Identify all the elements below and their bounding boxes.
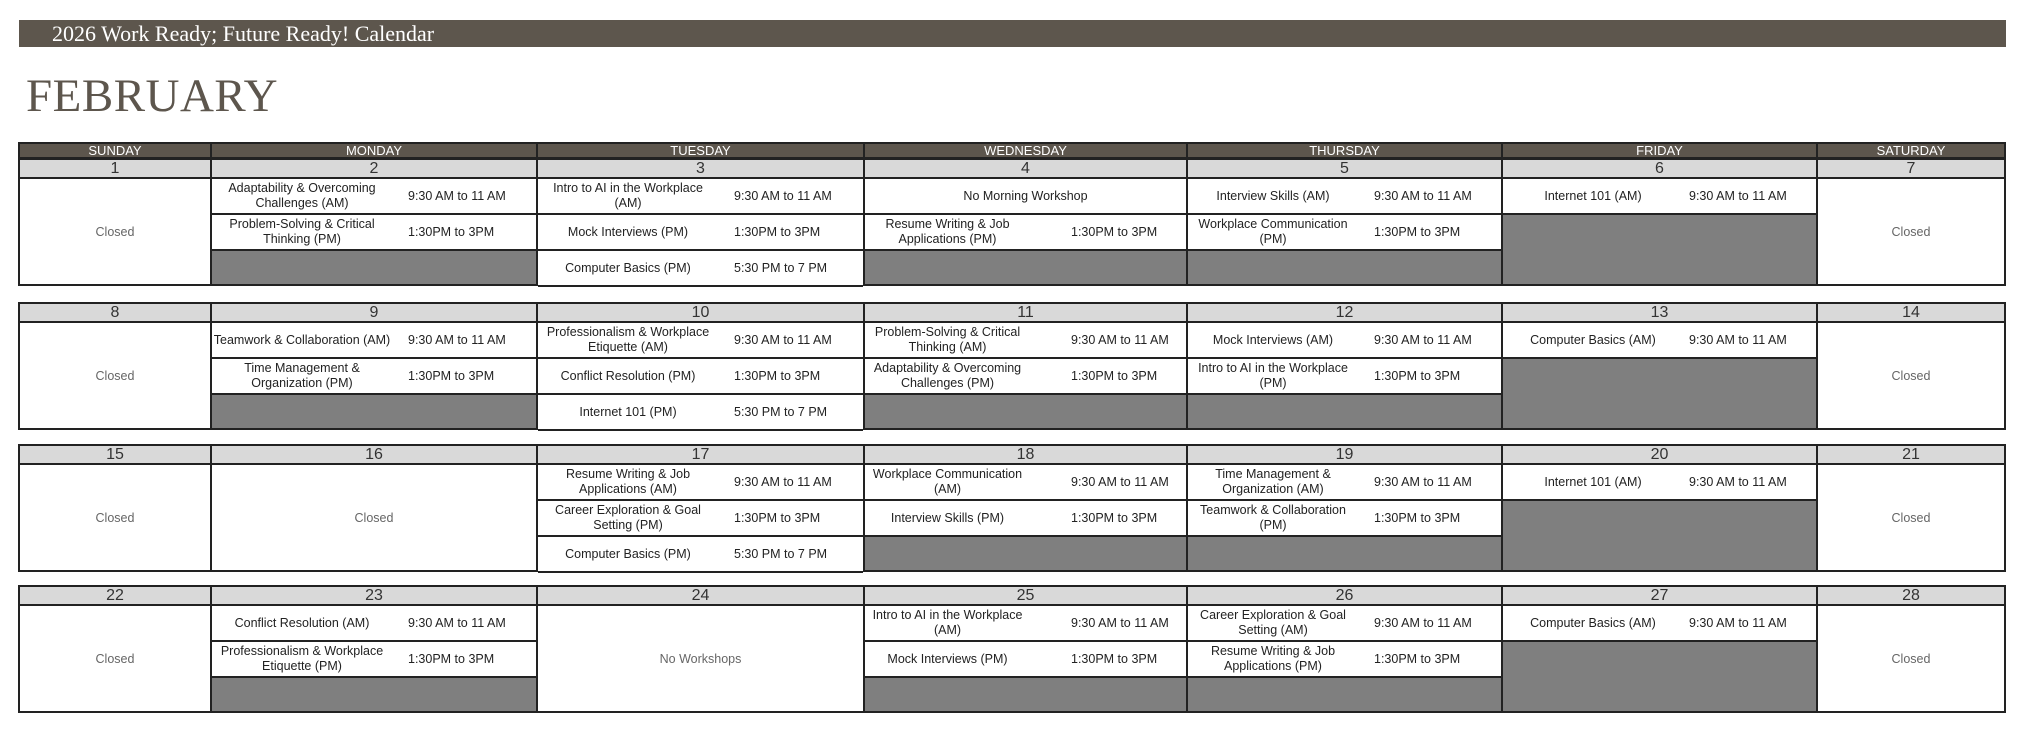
empty-slot-shading [212, 678, 536, 711]
workshop-time: 1:30PM to 3PM [1374, 225, 1461, 239]
workshop-time: 9:30 AM to 11 AM [1689, 189, 1787, 203]
empty-slot-shading [865, 678, 1186, 711]
day-cell-2 [212, 160, 538, 284]
workshop-slot [212, 323, 536, 359]
day-body [1818, 465, 2004, 570]
no-morning-workshop-note: No Morning Workshop [865, 179, 1186, 215]
workshop-slot [212, 179, 536, 215]
day-body [1503, 465, 1816, 570]
day-number: 3 [538, 160, 863, 179]
day-cell-5 [1188, 160, 1503, 284]
day-number: 27 [1503, 587, 1816, 606]
day-number: 9 [212, 304, 536, 323]
empty-slot-shading [1188, 537, 1501, 570]
day-number: 5 [1188, 160, 1501, 179]
workshop-time: 9:30 AM to 11 AM [408, 333, 506, 347]
workshop-name: Career Exploration & Goal Setting (AM) [1200, 608, 1346, 637]
day-cell-12 [1188, 304, 1503, 428]
workshop-slot [1188, 215, 1501, 251]
day-number: 23 [212, 587, 536, 606]
workshop-time: 9:30 AM to 11 AM [408, 189, 506, 203]
empty-slot-shading [1503, 642, 1816, 711]
day-cell-4 [865, 160, 1188, 284]
week-row [18, 585, 2006, 713]
empty-slot-shading [1503, 359, 1816, 428]
workshop-slot [1503, 606, 1816, 642]
workshop-slot [1188, 501, 1501, 537]
weekday-header-thursday: THURSDAY [1188, 144, 1503, 157]
workshop-time: 9:30 AM to 11 AM [734, 189, 832, 203]
week-row [18, 158, 2006, 286]
workshop-name: Internet 101 (PM) [579, 404, 677, 419]
workshop-slot [538, 395, 863, 431]
day-number: 20 [1503, 446, 1816, 465]
workshop-slot [1188, 606, 1501, 642]
day-body [212, 323, 536, 428]
workshop-time: 1:30PM to 3PM [408, 369, 495, 383]
day-number: 4 [865, 160, 1186, 179]
day-number: 14 [1818, 304, 2004, 323]
day-number: 17 [538, 446, 863, 465]
workshop-slot [865, 359, 1186, 395]
workshop-name: Intro to AI in the Workplace (PM) [1198, 361, 1348, 390]
workshop-time: 1:30PM to 3PM [1374, 369, 1461, 383]
workshop-time: 9:30 AM to 11 AM [1374, 475, 1472, 489]
day-cell-14 [1818, 304, 2004, 428]
workshop-name: Mock Interviews (PM) [567, 224, 689, 239]
workshop-name: Workplace Communication (PM) [1198, 217, 1348, 246]
day-body [1818, 606, 2004, 711]
workshop-slot [865, 606, 1186, 642]
empty-slot-shading [1188, 678, 1501, 711]
day-body [865, 606, 1186, 711]
workshop-time: 9:30 AM to 11 AM [1689, 333, 1787, 347]
day-number: 7 [1818, 160, 2004, 179]
workshop-time: 1:30PM to 3PM [1071, 511, 1158, 525]
day-number: 18 [865, 446, 1186, 465]
workshop-slot [865, 501, 1186, 537]
workshop-slot [1503, 179, 1816, 215]
day-body [1503, 179, 1816, 284]
workshop-name: Conflict Resolution (PM) [560, 368, 696, 383]
workshop-name: Problem-Solving & Critical Thinking (PM) [229, 217, 375, 246]
day-body [1818, 179, 2004, 284]
empty-slot-shading [212, 251, 536, 284]
workshop-name: Computer Basics (AM) [1530, 615, 1656, 630]
closed-label: Closed [95, 368, 135, 383]
day-body [865, 465, 1186, 570]
workshop-time: 1:30PM to 3PM [1374, 511, 1461, 525]
day-body [1188, 465, 1501, 570]
workshop-time: 1:30PM to 3PM [734, 225, 821, 239]
workshop-slot [1188, 179, 1501, 215]
day-cell-20 [1503, 446, 1818, 570]
workshop-name: Intro to AI in the Workplace (AM) [872, 608, 1023, 637]
weekday-header-wednesday: WEDNESDAY [865, 144, 1188, 157]
workshop-name: Resume Writing & Job Applications (AM) [565, 467, 691, 496]
day-body [20, 465, 210, 570]
closed-label: Closed [1891, 224, 1931, 239]
workshop-time: 9:30 AM to 11 AM [1689, 475, 1787, 489]
closed-label: Closed [354, 510, 394, 525]
workshop-time: 9:30 AM to 11 AM [1374, 616, 1472, 630]
day-cell-7 [1818, 160, 2004, 284]
closed-label: Closed [95, 510, 135, 525]
day-number: 16 [212, 446, 536, 465]
weekday-header-sunday: SUNDAY [20, 144, 212, 157]
day-cell-3 [538, 160, 865, 284]
workshop-name: Teamwork & Collaboration (AM) [213, 332, 391, 347]
day-cell-10 [538, 304, 865, 428]
workshop-name: Adaptability & Overcoming Challenges (AM) [228, 181, 376, 210]
workshop-time: 9:30 AM to 11 AM [1374, 189, 1472, 203]
workshop-slot [538, 359, 863, 395]
day-cell-1 [20, 160, 212, 284]
workshop-slot [538, 537, 863, 573]
empty-slot-shading [1503, 501, 1816, 570]
day-cell-25 [865, 587, 1188, 711]
workshop-name: Internet 101 (AM) [1544, 188, 1642, 203]
day-number: 12 [1188, 304, 1501, 323]
workshop-slot [1503, 323, 1816, 359]
empty-slot-shading [1188, 251, 1501, 284]
workshop-name: Computer Basics (PM) [565, 260, 691, 275]
closed-label: Closed [95, 224, 135, 239]
day-cell-17 [538, 446, 865, 570]
calendar-title: 2026 Work Ready; Future Ready! Calendar [52, 21, 435, 46]
closed-label: Closed [1891, 651, 1931, 666]
workshop-time: 1:30PM to 3PM [1071, 652, 1158, 666]
workshop-time: 1:30PM to 3PM [408, 225, 495, 239]
workshop-slot [865, 215, 1186, 251]
day-number: 8 [20, 304, 210, 323]
workshop-slot [212, 642, 536, 678]
day-body [212, 465, 536, 570]
workshop-slot [1188, 359, 1501, 395]
day-body [1188, 179, 1501, 284]
day-body [538, 606, 863, 711]
workshop-name: Resume Writing & Job Applications (PM) [885, 217, 1010, 246]
day-cell-26 [1188, 587, 1503, 711]
day-cell-27 [1503, 587, 1818, 711]
day-cell-28 [1818, 587, 2004, 711]
workshop-time: 9:30 AM to 11 AM [1071, 475, 1169, 489]
day-cell-6 [1503, 160, 1818, 284]
weekday-header-friday: FRIDAY [1503, 144, 1818, 157]
workshop-time: 9:30 AM to 11 AM [1071, 616, 1169, 630]
workshop-slot [1188, 323, 1501, 359]
workshop-name: Resume Writing & Job Applications (PM) [1210, 644, 1336, 673]
day-cell-15 [20, 446, 212, 570]
weekday-header-monday: MONDAY [212, 144, 538, 157]
day-body [1188, 606, 1501, 711]
workshop-slot [538, 251, 863, 287]
empty-slot-shading [1188, 395, 1501, 428]
workshop-time: 1:30PM to 3PM [408, 652, 495, 666]
day-number: 15 [20, 446, 210, 465]
workshop-name: Adaptability & Overcoming Challenges (PM) [873, 361, 1022, 390]
workshop-slot [865, 323, 1186, 359]
closed-label: Closed [1891, 368, 1931, 383]
workshop-slot [212, 606, 536, 642]
workshop-time: 9:30 AM to 11 AM [408, 616, 506, 630]
day-number: 19 [1188, 446, 1501, 465]
workshop-time: 5:30 PM to 7 PM [734, 405, 828, 419]
calendar-banner [19, 20, 2006, 47]
workshop-slot [212, 215, 536, 251]
workshop-slot [538, 501, 863, 537]
workshop-time: 5:30 PM to 7 PM [734, 547, 828, 561]
closed-label: Closed [1891, 510, 1931, 525]
day-number: 6 [1503, 160, 1816, 179]
weekday-header-row [18, 142, 2006, 159]
workshop-name: Interview Skills (PM) [890, 510, 1005, 525]
empty-slot-shading [865, 251, 1186, 284]
month-heading: FEBRUARY [26, 70, 279, 122]
day-cell-13 [1503, 304, 1818, 428]
day-cell-24 [538, 587, 865, 711]
empty-slot-shading [865, 537, 1186, 570]
workshop-name: Professionalism & Workplace Etiquette (AM) [546, 325, 710, 354]
day-cell-11 [865, 304, 1188, 428]
workshop-slot [1503, 465, 1816, 501]
day-number: 26 [1188, 587, 1501, 606]
day-cell-19 [1188, 446, 1503, 570]
day-number: 25 [865, 587, 1186, 606]
day-cell-16 [212, 446, 538, 570]
workshop-slot [1188, 642, 1501, 678]
day-number: 2 [212, 160, 536, 179]
workshop-name: Computer Basics (AM) [1530, 332, 1656, 347]
weekday-header-saturday: SATURDAY [1876, 143, 1946, 158]
day-body [212, 606, 536, 711]
workshop-time: 9:30 AM to 11 AM [1374, 333, 1472, 347]
week-row [18, 302, 2006, 430]
closed-label: Closed [95, 651, 135, 666]
workshop-slot [212, 359, 536, 395]
day-body [538, 179, 863, 284]
workshop-name: Professionalism & Workplace Etiquette (PM) [220, 644, 384, 673]
empty-slot-shading [865, 395, 1186, 428]
workshop-name: Problem-Solving & Critical Thinking (AM) [874, 325, 1021, 354]
workshop-slot [1188, 465, 1501, 501]
workshop-slot [538, 323, 863, 359]
workshop-name: Intro to AI in the Workplace (AM) [553, 181, 703, 210]
day-cell-18 [865, 446, 1188, 570]
day-cell-9 [212, 304, 538, 428]
workshop-name: Career Exploration & Goal Setting (PM) [555, 503, 701, 532]
day-number: 10 [538, 304, 863, 323]
workshop-time: 9:30 AM to 11 AM [1689, 616, 1787, 630]
day-body [865, 323, 1186, 428]
day-number: 11 [865, 304, 1186, 323]
workshop-name: Interview Skills (AM) [1216, 188, 1330, 203]
day-body [20, 323, 210, 428]
closed-label: No Workshops [659, 651, 742, 666]
workshop-slot [538, 179, 863, 215]
workshop-name: Teamwork & Collaboration (PM) [1200, 503, 1346, 532]
workshop-time: 9:30 AM to 11 AM [734, 333, 832, 347]
day-body [20, 606, 210, 711]
day-number: 24 [538, 587, 863, 606]
day-body [1818, 323, 2004, 428]
workshop-slot [538, 465, 863, 501]
workshop-name: Internet 101 (AM) [1544, 474, 1642, 489]
workshop-name: Time Management & Organization (PM) [244, 361, 360, 390]
workshop-time: 1:30PM to 3PM [1071, 225, 1158, 239]
workshop-time: 5:30 PM to 7 PM [734, 261, 828, 275]
workshop-time: 9:30 AM to 11 AM [734, 475, 832, 489]
workshop-slot [865, 642, 1186, 678]
day-body [865, 179, 1186, 284]
day-cell-21 [1818, 446, 2004, 570]
workshop-slot [865, 465, 1186, 501]
weekday-header-tuesday: TUESDAY [538, 144, 865, 157]
workshop-name: Time Management & Organization (AM) [1215, 467, 1331, 496]
day-cell-8 [20, 304, 212, 428]
workshop-time: 1:30PM to 3PM [1374, 652, 1461, 666]
workshop-name: Mock Interviews (PM) [887, 651, 1008, 666]
day-number: 1 [20, 160, 210, 179]
day-body [538, 323, 863, 428]
workshop-name: Mock Interviews (AM) [1212, 332, 1334, 347]
workshop-time: 1:30PM to 3PM [734, 369, 821, 383]
workshop-time: 1:30PM to 3PM [734, 511, 821, 525]
empty-slot-shading [212, 395, 536, 428]
workshop-name: Workplace Communication (AM) [872, 467, 1023, 496]
day-body [20, 179, 210, 284]
day-number: 28 [1818, 587, 2004, 606]
day-number: 21 [1818, 446, 2004, 465]
day-body [1503, 606, 1816, 711]
workshop-time: 9:30 AM to 11 AM [1071, 333, 1169, 347]
day-body [1503, 323, 1816, 428]
day-number: 22 [20, 587, 210, 606]
workshop-time: 1:30PM to 3PM [1071, 369, 1158, 383]
workshop-name: Conflict Resolution (AM) [234, 615, 370, 630]
day-body [212, 179, 536, 284]
day-cell-23 [212, 587, 538, 711]
workshop-name: Computer Basics (PM) [565, 546, 691, 561]
empty-slot-shading [1503, 215, 1816, 284]
day-body [1188, 323, 1501, 428]
week-row [18, 444, 2006, 572]
day-cell-22 [20, 587, 212, 711]
workshop-slot [538, 215, 863, 251]
day-body [538, 465, 863, 570]
day-number: 13 [1503, 304, 1816, 323]
